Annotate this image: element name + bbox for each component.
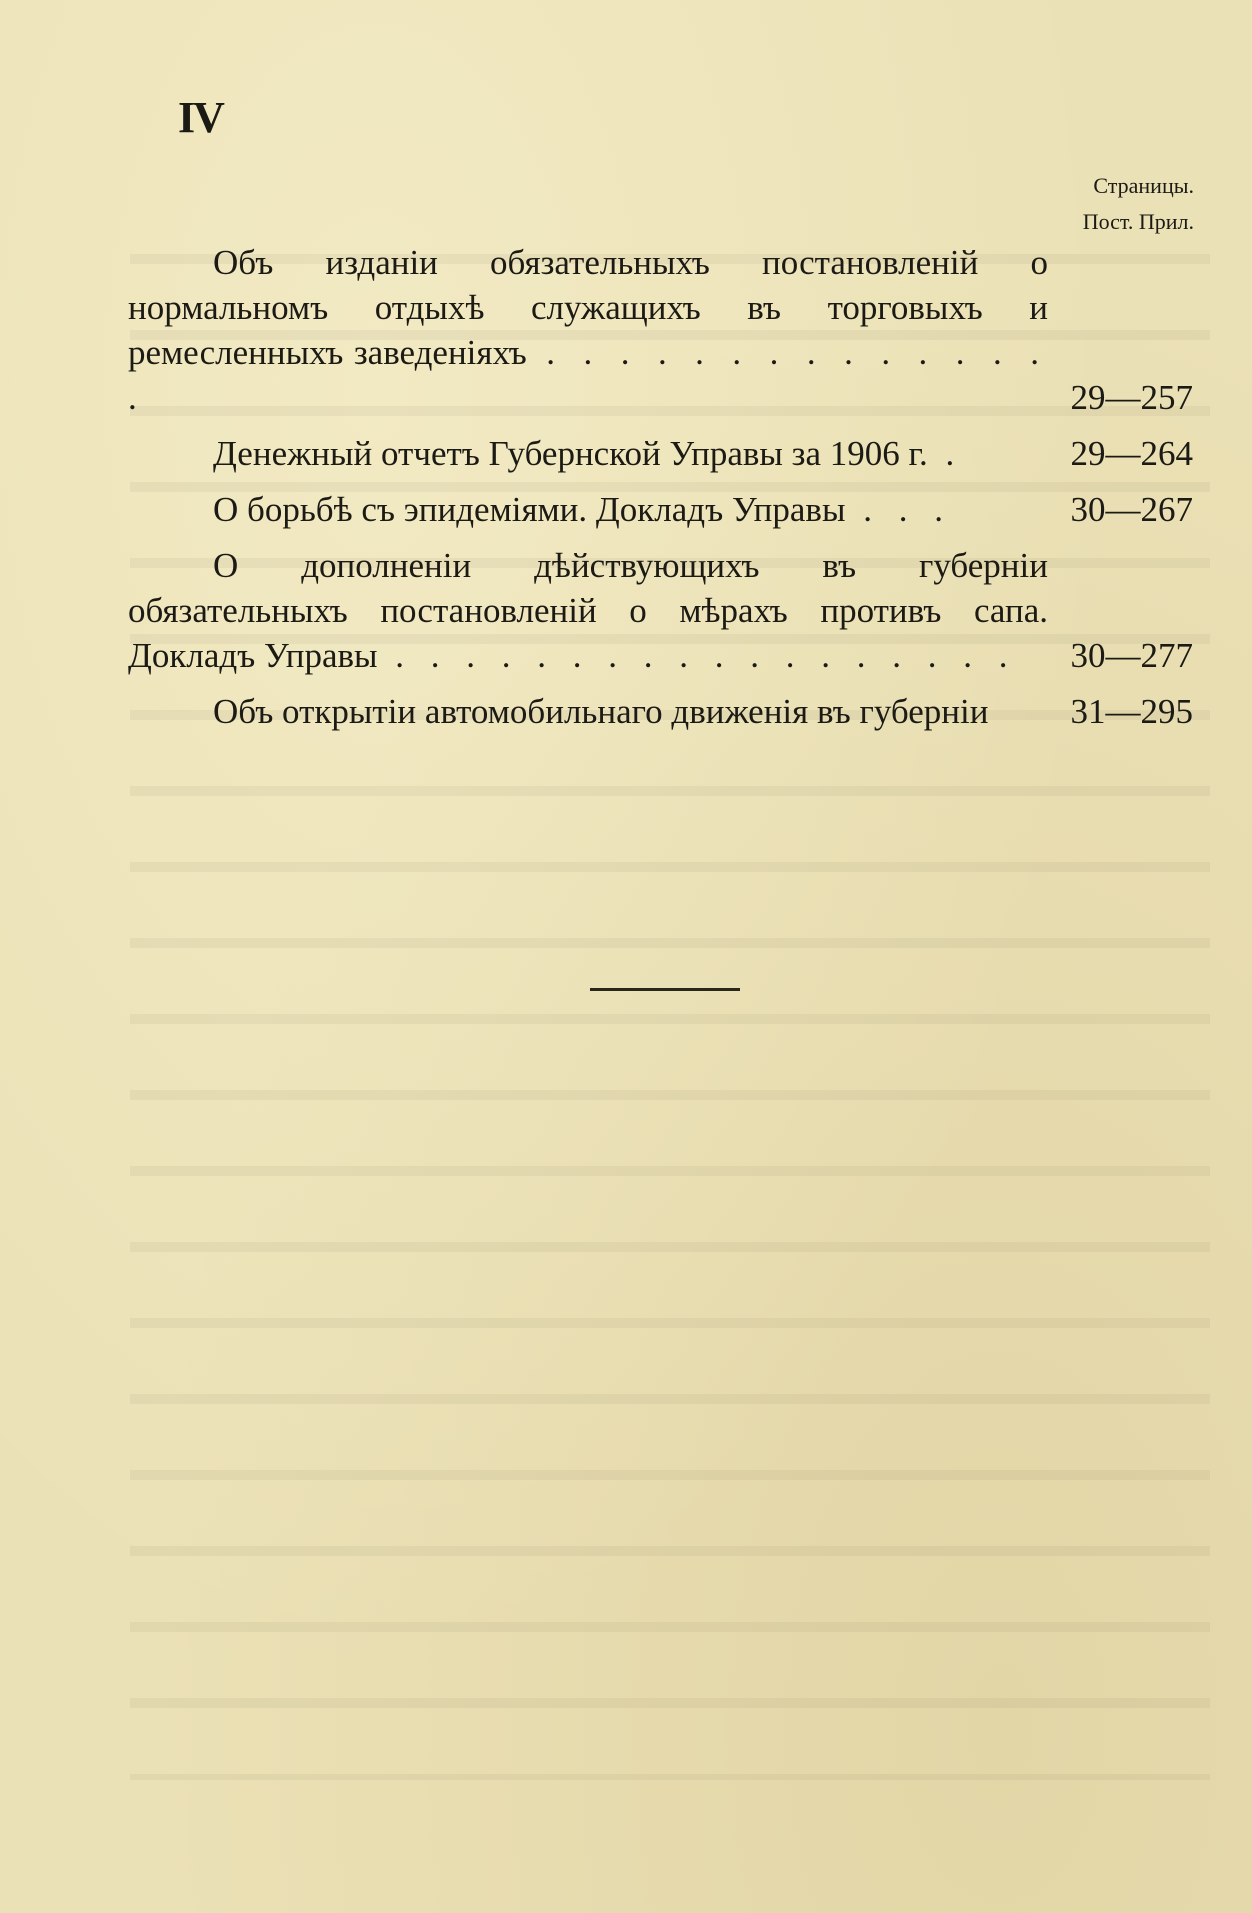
toc-entry xyxy=(128,543,1193,678)
page-number: IV xyxy=(178,93,223,142)
toc-entry-pages: 30—277 xyxy=(1070,636,1193,675)
pages-column-header: Страницы. xyxy=(1093,173,1194,198)
toc-entry-pages: 31—295 xyxy=(1070,692,1193,731)
section-divider-rule xyxy=(590,988,740,991)
toc-entry-title: Объ открытіи автомобильнаго движенія въ губерніи xyxy=(213,692,989,731)
toc-entry-title: О борьбѣ съ эпидеміями. Докладъ Управы . . . xyxy=(213,490,952,529)
toc-entry-pages: 29—257 xyxy=(1070,378,1193,417)
toc-entry-pages: 30—267 xyxy=(1070,490,1193,529)
toc-entry-title: О дополненіи дѣйствующихъ въ губерніи обязательныхъ постановленій о мѣрахъ противъ сапа. Докладъ Управы . . . . . . . . . . . . . . . . . . xyxy=(128,546,1048,675)
sub-column-header: Пост. Прил. xyxy=(1082,209,1194,234)
table-of-contents xyxy=(128,240,1193,734)
toc-entry xyxy=(128,487,1193,532)
toc-entry xyxy=(128,240,1193,420)
toc-entry xyxy=(128,431,1193,476)
toc-entry xyxy=(128,689,1193,734)
toc-entry-title: Денежный отчетъ Губернской Управы за 1906 г. . xyxy=(213,434,964,473)
toc-entry-title: Объ изданіи обязательныхъ постановленій о нормальномъ отдыхѣ служащихъ въ торговыхъ и ремесленныхъ заведеніяхъ . . . . . . . . . . . . . . . xyxy=(128,243,1049,417)
toc-entry-pages: 29—264 xyxy=(1070,434,1193,473)
